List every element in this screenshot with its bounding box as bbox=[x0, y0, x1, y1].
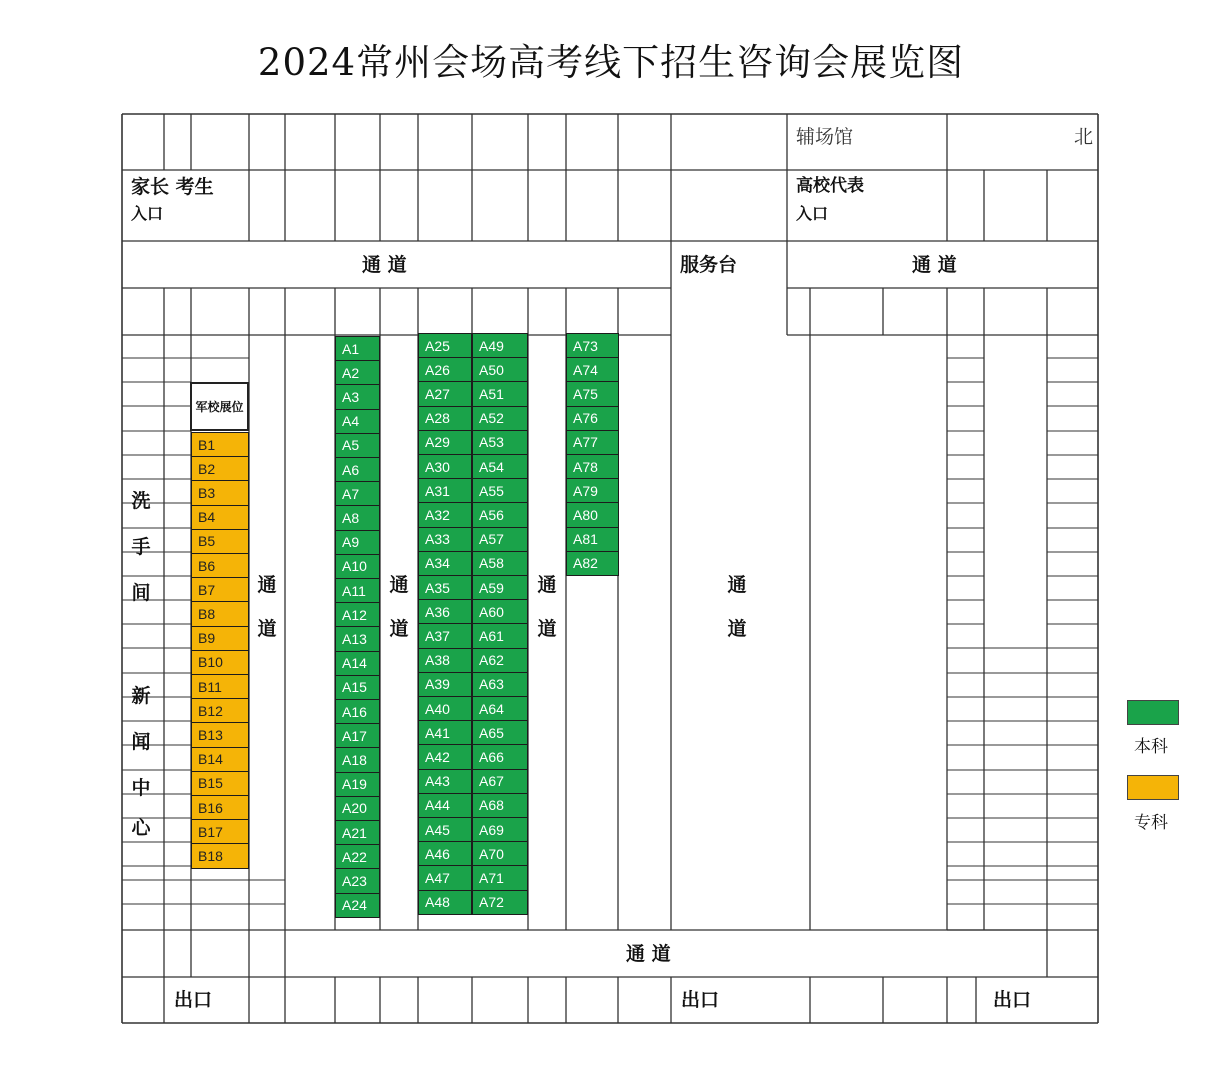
aisle-bottom: 通 道 bbox=[626, 943, 671, 965]
restroom-label: 洗 手 间 bbox=[131, 490, 151, 604]
booth-a58: A58 bbox=[472, 551, 528, 576]
booth-a16: A16 bbox=[335, 699, 380, 724]
booth-a67: A67 bbox=[472, 769, 528, 794]
booth-a9: A9 bbox=[335, 530, 380, 555]
booth-b2: B2 bbox=[191, 456, 249, 481]
booth-a75: A75 bbox=[566, 381, 619, 406]
booth-a29: A29 bbox=[418, 430, 472, 455]
booth-a69: A69 bbox=[472, 817, 528, 842]
booth-a65: A65 bbox=[472, 720, 528, 745]
booth-a73: A73 bbox=[566, 333, 619, 358]
news-center-label: 新 闻 中 心 bbox=[131, 685, 151, 839]
booth-a49: A49 bbox=[472, 333, 528, 358]
legend-label-junior: 专科 bbox=[1134, 813, 1168, 833]
booth-b3: B3 bbox=[191, 480, 249, 505]
booth-a62: A62 bbox=[472, 648, 528, 673]
booth-a25: A25 bbox=[418, 333, 472, 358]
booth-b17: B17 bbox=[191, 819, 249, 844]
booth-a13: A13 bbox=[335, 626, 380, 651]
booth-a23: A23 bbox=[335, 868, 380, 893]
booth-a78: A78 bbox=[566, 454, 619, 479]
booth-a63: A63 bbox=[472, 672, 528, 697]
booth-a22: A22 bbox=[335, 844, 380, 869]
booth-a52: A52 bbox=[472, 406, 528, 431]
exit-2: 出口 bbox=[681, 989, 720, 1011]
booth-a20: A20 bbox=[335, 796, 380, 821]
booth-a12: A12 bbox=[335, 602, 380, 627]
booth-a30: A30 bbox=[418, 454, 472, 479]
booth-a15: A15 bbox=[335, 675, 380, 700]
booth-a17: A17 bbox=[335, 723, 380, 748]
booth-a39: A39 bbox=[418, 672, 472, 697]
booth-a10: A10 bbox=[335, 554, 380, 579]
booth-a6: A6 bbox=[335, 457, 380, 482]
booth-a50: A50 bbox=[472, 357, 528, 382]
booth-b8: B8 bbox=[191, 601, 249, 626]
booth-b10: B10 bbox=[191, 650, 249, 675]
booth-a60: A60 bbox=[472, 599, 528, 624]
north-label: 北 bbox=[1074, 126, 1094, 148]
parent-entrance-label: 家长 考生 bbox=[131, 176, 214, 198]
booth-a18: A18 bbox=[335, 747, 380, 772]
booth-a68: A68 bbox=[472, 793, 528, 818]
booth-a45: A45 bbox=[418, 817, 472, 842]
booth-b13: B13 bbox=[191, 722, 249, 747]
booth-a36: A36 bbox=[418, 599, 472, 624]
booth-a74: A74 bbox=[566, 357, 619, 382]
booth-b16: B16 bbox=[191, 795, 249, 820]
booth-b11: B11 bbox=[191, 674, 249, 699]
booth-a4: A4 bbox=[335, 409, 380, 434]
booth-a5: A5 bbox=[335, 433, 380, 458]
booth-a81: A81 bbox=[566, 527, 619, 552]
booth-a61: A61 bbox=[472, 623, 528, 648]
booth-b1: B1 bbox=[191, 432, 249, 457]
booth-a42: A42 bbox=[418, 744, 472, 769]
booth-a32: A32 bbox=[418, 502, 472, 527]
booth-a40: A40 bbox=[418, 696, 472, 721]
booth-a51: A51 bbox=[472, 381, 528, 406]
booth-a37: A37 bbox=[418, 623, 472, 648]
booth-b12: B12 bbox=[191, 698, 249, 723]
aisle-vertical-4: 通 道 bbox=[727, 574, 747, 640]
booth-a55: A55 bbox=[472, 478, 528, 503]
booth-a56: A56 bbox=[472, 502, 528, 527]
booth-a48: A48 bbox=[418, 890, 472, 915]
booth-b14: B14 bbox=[191, 747, 249, 772]
booth-a14: A14 bbox=[335, 651, 380, 676]
booth-a24: A24 bbox=[335, 893, 380, 918]
booth-a19: A19 bbox=[335, 772, 380, 797]
parent-entrance-label-2: 入口 bbox=[131, 204, 164, 223]
legend-label-undergrad: 本科 bbox=[1134, 737, 1168, 757]
booth-b9: B9 bbox=[191, 626, 249, 651]
booth-a43: A43 bbox=[418, 769, 472, 794]
exit-1: 出口 bbox=[174, 989, 213, 1011]
booth-a1: A1 bbox=[335, 336, 380, 361]
booth-a35: A35 bbox=[418, 575, 472, 600]
booth-b4: B4 bbox=[191, 505, 249, 530]
military-booth: 军校展位 bbox=[190, 382, 249, 431]
booth-a71: A71 bbox=[472, 865, 528, 890]
booth-a44: A44 bbox=[418, 793, 472, 818]
booth-a31: A31 bbox=[418, 478, 472, 503]
school-entrance-label-2: 入口 bbox=[796, 204, 829, 223]
booth-a28: A28 bbox=[418, 406, 472, 431]
booth-a76: A76 bbox=[566, 406, 619, 431]
booth-a79: A79 bbox=[566, 478, 619, 503]
booth-a38: A38 bbox=[418, 648, 472, 673]
booth-b5: B5 bbox=[191, 529, 249, 554]
booth-a26: A26 bbox=[418, 357, 472, 382]
aisle-vertical-3: 通 道 bbox=[537, 574, 557, 640]
booth-a80: A80 bbox=[566, 502, 619, 527]
booth-a66: A66 bbox=[472, 744, 528, 769]
booth-a11: A11 bbox=[335, 578, 380, 603]
aisle-top-left: 通 道 bbox=[362, 254, 407, 276]
booth-a82: A82 bbox=[566, 551, 619, 576]
booth-a33: A33 bbox=[418, 527, 472, 552]
booth-a53: A53 bbox=[472, 430, 528, 455]
exit-3: 出口 bbox=[993, 989, 1032, 1011]
booth-a54: A54 bbox=[472, 454, 528, 479]
aisle-top-right: 通 道 bbox=[912, 254, 957, 276]
booth-b6: B6 bbox=[191, 553, 249, 578]
booth-a59: A59 bbox=[472, 575, 528, 600]
service-desk: 服务台 bbox=[680, 254, 738, 276]
booth-a70: A70 bbox=[472, 841, 528, 866]
booth-a8: A8 bbox=[335, 505, 380, 530]
booth-a46: A46 bbox=[418, 841, 472, 866]
legend-swatch-undergrad bbox=[1127, 700, 1179, 725]
booth-a72: A72 bbox=[472, 890, 528, 915]
page-title: 2024常州会场高考线下招生咨询会展览图 bbox=[257, 41, 965, 84]
booth-a2: A2 bbox=[335, 360, 380, 385]
fuchangguan-label: 辅场馆 bbox=[796, 126, 854, 148]
booth-a57: A57 bbox=[472, 527, 528, 552]
legend-swatch-junior bbox=[1127, 775, 1179, 800]
aisle-vertical-2: 通 道 bbox=[389, 574, 409, 640]
booth-a64: A64 bbox=[472, 696, 528, 721]
booth-a27: A27 bbox=[418, 381, 472, 406]
aisle-vertical-1: 通 道 bbox=[257, 574, 277, 640]
booth-a7: A7 bbox=[335, 481, 380, 506]
booth-b7: B7 bbox=[191, 577, 249, 602]
booth-a47: A47 bbox=[418, 865, 472, 890]
booth-a77: A77 bbox=[566, 430, 619, 455]
booth-a21: A21 bbox=[335, 820, 380, 845]
booth-b15: B15 bbox=[191, 771, 249, 796]
school-entrance-label: 高校代表 bbox=[796, 176, 864, 196]
booth-b18: B18 bbox=[191, 843, 249, 868]
booth-a41: A41 bbox=[418, 720, 472, 745]
booth-a34: A34 bbox=[418, 551, 472, 576]
booth-a3: A3 bbox=[335, 384, 380, 409]
